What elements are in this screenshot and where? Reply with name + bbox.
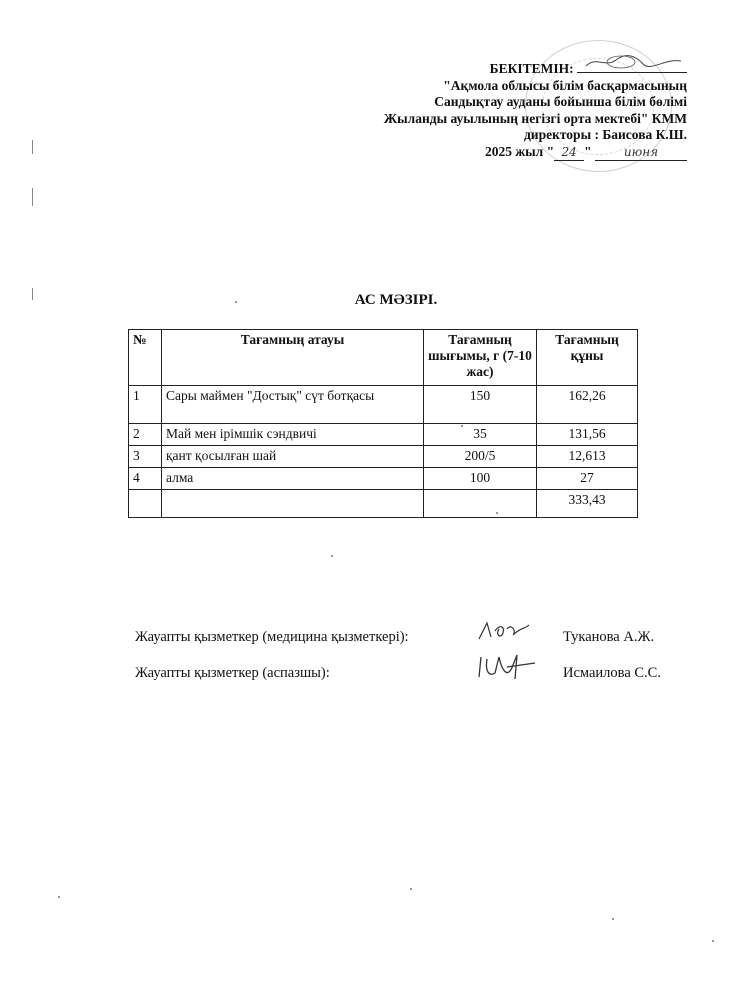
signature-name: Исмаилова С.С. [563, 665, 661, 681]
org-line-2: Сандықтау ауданы бойынша білім бөлімі [434, 94, 687, 109]
scan-speck [58, 896, 60, 898]
document-title: АС МӘЗІРІ. [354, 292, 438, 308]
table-total-row [129, 490, 638, 518]
table-row [129, 424, 638, 446]
date-quote-open: " [546, 143, 555, 159]
date-quote-close: " [584, 143, 592, 159]
date-month: июня [623, 144, 659, 159]
approval-title: БЕКІТЕМІН: [489, 61, 574, 76]
org-line-1: "Ақмола облысы білім басқармасының [443, 77, 687, 93]
row-price: 27 [537, 468, 638, 490]
header-dish-name: Тағамның атауы [162, 330, 424, 386]
table-header-row [129, 330, 638, 386]
row-dish-name: Май мен ірімшік сэндвичі [162, 424, 424, 446]
scan-margin-mark [32, 140, 33, 154]
scan-speck [331, 555, 333, 557]
row-price: 162,26 [537, 386, 638, 424]
org-line-3: Жыланды ауылының негізгі орта мектебі" КММ [383, 110, 687, 126]
row-price: 12,613 [537, 446, 638, 468]
signature-row-cook [135, 665, 695, 701]
row-number: 2 [129, 424, 162, 446]
scan-margin-mark [32, 188, 33, 206]
total-name-cell [162, 490, 424, 518]
header-number: № [129, 330, 162, 386]
row-number: 1 [129, 386, 162, 424]
director-signature-icon [581, 54, 691, 70]
row-yield: 150 [424, 386, 537, 424]
director-line: директоры : Баисова К.Ш. [523, 127, 687, 142]
scan-speck [612, 918, 614, 920]
cook-signature-icon [473, 651, 543, 685]
scan-speck [496, 512, 498, 514]
signatures-block [135, 629, 695, 701]
table-row [129, 446, 638, 468]
signature-row-medical [135, 629, 695, 665]
row-dish-name: қант қосылған шай [162, 446, 424, 468]
date-year: 2025 жыл [484, 143, 544, 159]
row-number: 4 [129, 468, 162, 490]
header-yield: Тағамның шығымы, г (7-10 жас) [424, 330, 537, 386]
row-yield: 35 [424, 424, 537, 446]
row-number: 3 [129, 446, 162, 468]
approval-block [267, 60, 687, 161]
approval-title-line [267, 60, 687, 78]
date-line [267, 144, 687, 162]
table-row [129, 468, 638, 490]
scan-speck [235, 301, 237, 303]
total-yield-cell [424, 490, 537, 518]
director-signature-line [577, 60, 687, 73]
row-dish-name: Сары маймен "Достық" сүт ботқасы [162, 386, 424, 424]
signature-name: Туканова А.Ж. [563, 629, 655, 645]
scan-speck [410, 888, 412, 890]
signature-role: Жауапты қызметкер (аспазшы): [135, 665, 330, 681]
table-row [129, 386, 638, 424]
total-price: 333,43 [537, 490, 638, 518]
medical-signature-icon [473, 617, 533, 647]
row-yield: 200/5 [424, 446, 537, 468]
menu-table [128, 329, 638, 518]
total-number-cell [129, 490, 162, 518]
row-yield: 100 [424, 468, 537, 490]
signature-role: Жауапты қызметкер (медицина қызметкері): [135, 629, 409, 645]
scan-speck [461, 425, 463, 427]
date-day: 24 [561, 144, 577, 159]
scan-speck [712, 940, 714, 942]
row-price: 131,56 [537, 424, 638, 446]
header-price: Тағамның құны [537, 330, 638, 386]
row-dish-name: алма [162, 468, 424, 490]
